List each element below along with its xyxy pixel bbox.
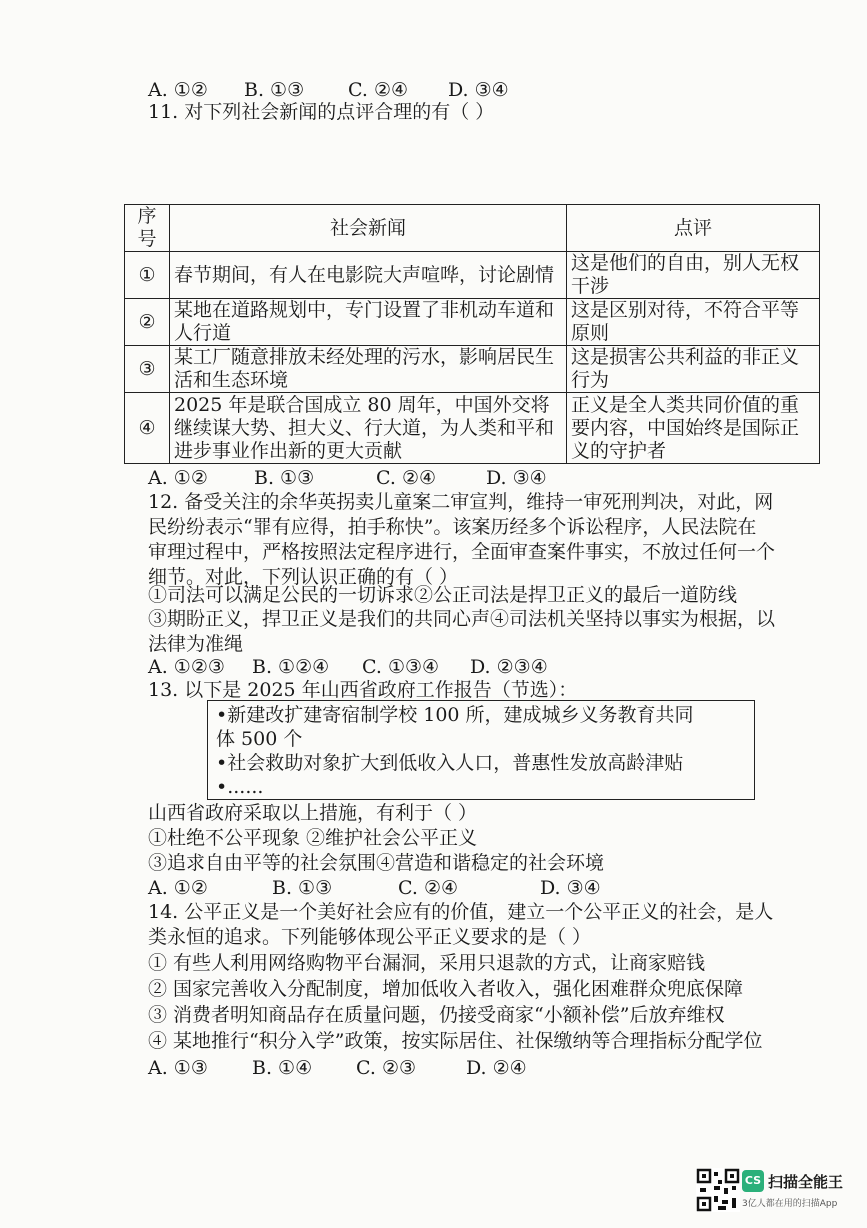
q14-statement-1: ① 有些人利用网络购物平台漏洞，采用只退款的方式，让商家赔钱	[148, 952, 706, 974]
row-index: ②	[125, 299, 170, 346]
excerpt-line: •......	[216, 776, 264, 798]
q13-statement-1-2: ①杜绝不公平现象 ②维护社会公平正义	[148, 827, 478, 849]
q12-option-b: B. ①②④	[252, 656, 330, 678]
q13-option-b: B. ①③	[272, 877, 333, 899]
row-comment: 这是损害公共利益的非正义行为	[567, 346, 820, 393]
row-index: ①	[125, 252, 170, 299]
q13-option-a: A. ①②	[148, 877, 208, 899]
row-news: 某地在道路规划中，专门设置了非机动车道和人行道	[170, 299, 567, 346]
watermark-tagline: 3亿人都在用的扫描App	[742, 1199, 838, 1209]
table-row	[125, 252, 820, 299]
q14-line-1: 14. 公平正义是一个美好社会应有的价值，建立一个公平正义的社会，是人	[148, 901, 774, 923]
q13-statement-3-4: ③追求自由平等的社会氛围④营造和谐稳定的社会环境	[148, 852, 605, 874]
q12-options	[148, 655, 548, 679]
q13-options	[148, 876, 601, 900]
q12-statement-4-cont: 法律为准绳	[148, 633, 244, 655]
table-row	[125, 346, 820, 393]
q10-options	[148, 78, 509, 102]
q12-line-1: 12. 备受关注的余华英拐卖儿童案二审宣判，维持一审死刑判决，对此，网	[148, 491, 774, 513]
q12-line-4: 细节。对此，下列认识正确的有（ ）	[148, 566, 459, 588]
q13-report-excerpt-box	[207, 700, 755, 800]
row-news: 2025 年是联合国成立 80 周年，中国外交将继续谋大势、担大义、行大道，为人类和平和进步事业作出新的更大贡献	[170, 393, 567, 464]
q14-option-b: B. ①④	[252, 1057, 313, 1079]
row-index: ④	[125, 393, 170, 464]
q11-news-table	[124, 204, 820, 464]
q11-option-c: C. ②④	[376, 467, 437, 489]
excerpt-line: 体 500 个	[216, 728, 303, 750]
q14-options	[148, 1056, 527, 1080]
q14-statement-4: ④ 某地推行“积分入学”政策，按实际居住、社保缴纳等合理指标分配学位	[148, 1030, 763, 1052]
table-header-row	[125, 205, 820, 252]
q12-option-d: D. ②③④	[470, 656, 548, 678]
q12-statement-3-4: ③期盼正义，捍卫正义是我们的共同心声④司法机关坚持以事实为根据，以	[148, 608, 776, 630]
q14-option-c: C. ②③	[356, 1057, 417, 1079]
table-header-index: 序号	[125, 205, 170, 252]
q12-statement-1-2: ①司法可以满足公民的一切诉求②公正司法是捍卫正义的最后一道防线	[148, 584, 738, 606]
row-index: ③	[125, 346, 170, 393]
scanner-watermark	[742, 1170, 852, 1209]
q12-line-2: 民纷纷表示“罪有应得，拍手称快”。该案历经多个诉讼程序，人民法院在	[148, 516, 757, 538]
q14-statement-3: ③ 消费者明知商品存在质量问题，仍接受商家“小额补偿”后放弃维权	[148, 1004, 725, 1026]
excerpt-line: •新建改扩建寄宿制学校 100 所，建成城乡义务教育共同	[216, 704, 694, 726]
row-news: 某工厂随意排放未经处理的污水，影响居民生活和生态环境	[170, 346, 567, 393]
row-comment: 这是区别对待，不符合平等原则	[567, 299, 820, 346]
table-row	[125, 393, 820, 464]
q13-stem: 13. 以下是 2025 年山西省政府工作报告（节选）：	[148, 679, 578, 701]
q14-statement-2: ② 国家完善收入分配制度，增加低收入者收入，强化困难群众兜底保障	[148, 978, 744, 1000]
q11-option-b: B. ①③	[254, 467, 315, 489]
q11-option-d: D. ③④	[486, 467, 547, 489]
q10-option-a: A. ①②	[148, 79, 208, 101]
row-comment: 这是他们的自由，别人无权干涉	[567, 252, 820, 299]
q10-option-b: B. ①③	[244, 79, 305, 101]
camscanner-logo-icon: CS	[742, 1170, 764, 1192]
excerpt-line: •社会救助对象扩大到低收入人口，普惠性发放高龄津贴	[216, 752, 684, 774]
q13-option-d: D. ③④	[540, 877, 601, 899]
table-header-news: 社会新闻	[170, 205, 567, 252]
table-header-comment: 点评	[567, 205, 820, 252]
q14-option-a: A. ①③	[148, 1057, 208, 1079]
q10-option-d: D. ③④	[448, 79, 509, 101]
q10-option-c: C. ②④	[348, 79, 409, 101]
q12-option-c: C. ①③④	[362, 656, 440, 678]
q11-options	[148, 466, 547, 490]
q14-option-d: D. ②④	[466, 1057, 527, 1079]
q11-option-a: A. ①②	[148, 467, 208, 489]
q13-question: 山西省政府采取以上措施，有利于（ ）	[148, 802, 478, 824]
row-comment: 正义是全人类共同价值的重要内容，中国始终是国际正义的守护者	[567, 393, 820, 464]
qr-code-icon	[696, 1168, 740, 1212]
table-row	[125, 299, 820, 346]
q13-option-c: C. ②④	[398, 877, 459, 899]
q12-line-3: 审理过程中，严格按照法定程序进行，全面审查案件事实，不放过任何一个	[148, 541, 776, 563]
watermark-app-name: 扫描全能王	[768, 1172, 844, 1191]
q12-option-a: A. ①②③	[148, 656, 225, 678]
row-news: 春节期间，有人在电影院大声喧哗，讨论剧情	[170, 252, 567, 299]
q11-stem: 11. 对下列社会新闻的点评合理的有（ ）	[148, 101, 495, 123]
q14-line-2: 类永恒的追求。下列能够体现公平正义要求的是（ ）	[148, 926, 592, 948]
